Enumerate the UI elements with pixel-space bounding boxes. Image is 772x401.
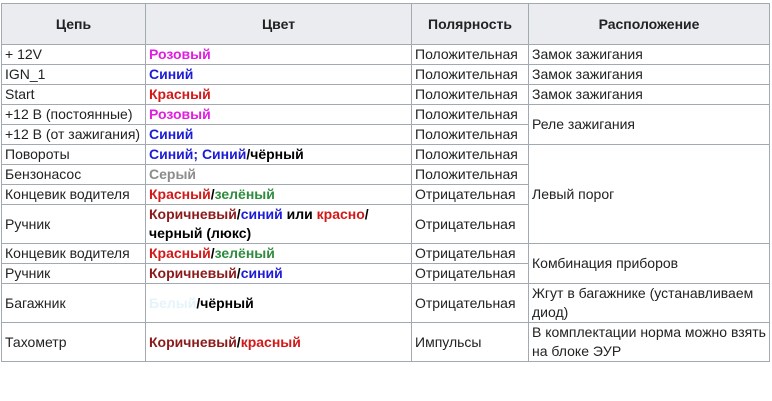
color-cell (146, 323, 412, 362)
circuit-cell: Багажник (2, 284, 146, 323)
circuit-cell: Бензонасос (2, 165, 146, 185)
circuit-cell: Концевик водителя (2, 185, 146, 205)
color-segment: Серый (149, 166, 197, 182)
circuit-cell: +12 В (от зажигания) (2, 125, 146, 145)
table-row (2, 45, 770, 65)
header-row (2, 4, 770, 45)
color-segment: Синий; Синий (149, 146, 247, 162)
color-segment: / (236, 265, 241, 281)
location-cell: Замок зажигания (529, 45, 770, 65)
color-segment: Розовый (149, 106, 211, 122)
color-segment: красно (316, 206, 365, 222)
header-location: Расположение (529, 4, 770, 45)
location-cell: Замок зажигания (529, 85, 770, 105)
polarity-cell: Положительная (412, 85, 529, 105)
color-segment: / черный (люкс) (149, 206, 369, 241)
polarity-cell: Положительная (412, 125, 529, 145)
color-cell (146, 105, 412, 125)
color-segment: Коричневый (149, 333, 237, 350)
color-cell (146, 85, 412, 105)
color-cell (146, 244, 412, 264)
header-color: Цвет (146, 4, 412, 45)
color-cell (146, 125, 412, 145)
circuit-cell: Start (2, 85, 146, 105)
color-segment: Красный (149, 186, 211, 202)
color-segment: Белый (149, 294, 197, 311)
table-row (2, 145, 770, 165)
polarity-cell: Отрицательная (412, 205, 529, 244)
circuit-cell: Повороты (2, 145, 146, 165)
location-cell: Замок зажигания (529, 65, 770, 85)
table-row (2, 284, 770, 323)
location-cell: Левый порог (529, 145, 770, 244)
polarity-cell: Положительная (412, 165, 529, 185)
color-segment: / (196, 294, 201, 311)
wiring-table (1, 3, 770, 362)
polarity-cell: Положительная (412, 65, 529, 85)
location-cell: Комбинация приборов (529, 244, 770, 284)
color-segment: / (210, 186, 215, 202)
table-row (2, 105, 770, 125)
polarity-cell: Положительная (412, 145, 529, 165)
circuit-cell: Ручник (2, 264, 146, 284)
polarity-cell: Отрицательная (412, 244, 529, 264)
header-polarity: Полярность (412, 4, 529, 45)
color-segment: / (236, 333, 241, 350)
polarity-cell: Отрицательная (412, 284, 529, 323)
header-circuit: Цепь (2, 4, 146, 45)
circuit-cell: Ручник (2, 205, 146, 244)
color-cell (146, 45, 412, 65)
color-segment: Красный (149, 86, 211, 102)
color-segment: / (236, 206, 241, 222)
table-row (2, 85, 770, 105)
color-segment: Синий (149, 66, 194, 82)
color-cell (146, 284, 412, 323)
color-segment: чёрный (250, 146, 304, 162)
polarity-cell: Положительная (412, 45, 529, 65)
color-segment: синий (240, 265, 283, 281)
color-cell (146, 264, 412, 284)
color-segment: Коричневый (149, 265, 237, 281)
polarity-cell: Отрицательная (412, 185, 529, 205)
polarity-cell: Импульсы (412, 323, 529, 362)
color-segment: зелёный (214, 186, 275, 202)
color-cell (146, 165, 412, 185)
color-cell (146, 145, 412, 165)
circuit-cell: IGN_1 (2, 65, 146, 85)
color-segment: / (210, 245, 215, 261)
color-cell (146, 65, 412, 85)
color-segment: / (246, 146, 251, 162)
circuit-cell: Концевик водителя (2, 244, 146, 264)
color-segment: синий (240, 206, 283, 222)
circuit-cell: Тахометр (2, 323, 146, 362)
color-segment: Коричневый (149, 206, 237, 222)
color-segment: красный (240, 333, 301, 350)
table-row (2, 323, 770, 362)
color-segment: зелёный (214, 245, 275, 261)
circuit-cell: +12 В (постоянные) (2, 105, 146, 125)
location-cell: В комплектации норма можно взять на блоке ЭУР (529, 323, 770, 362)
color-segment: Красный (149, 245, 211, 261)
table-row (2, 244, 770, 264)
polarity-cell: Отрицательная (412, 264, 529, 284)
color-segment: Синий (149, 126, 194, 142)
polarity-cell: Положительная (412, 105, 529, 125)
color-segment: или (282, 206, 317, 222)
color-cell (146, 205, 412, 244)
color-segment: чёрный (200, 294, 254, 311)
table-row (2, 65, 770, 85)
circuit-cell: + 12V (2, 45, 146, 65)
location-cell: Реле зажигания (529, 105, 770, 145)
color-segment: Розовый (149, 46, 211, 62)
location-cell: Жгут в багажнике (устанавливаем диод) (529, 284, 770, 323)
color-cell (146, 185, 412, 205)
